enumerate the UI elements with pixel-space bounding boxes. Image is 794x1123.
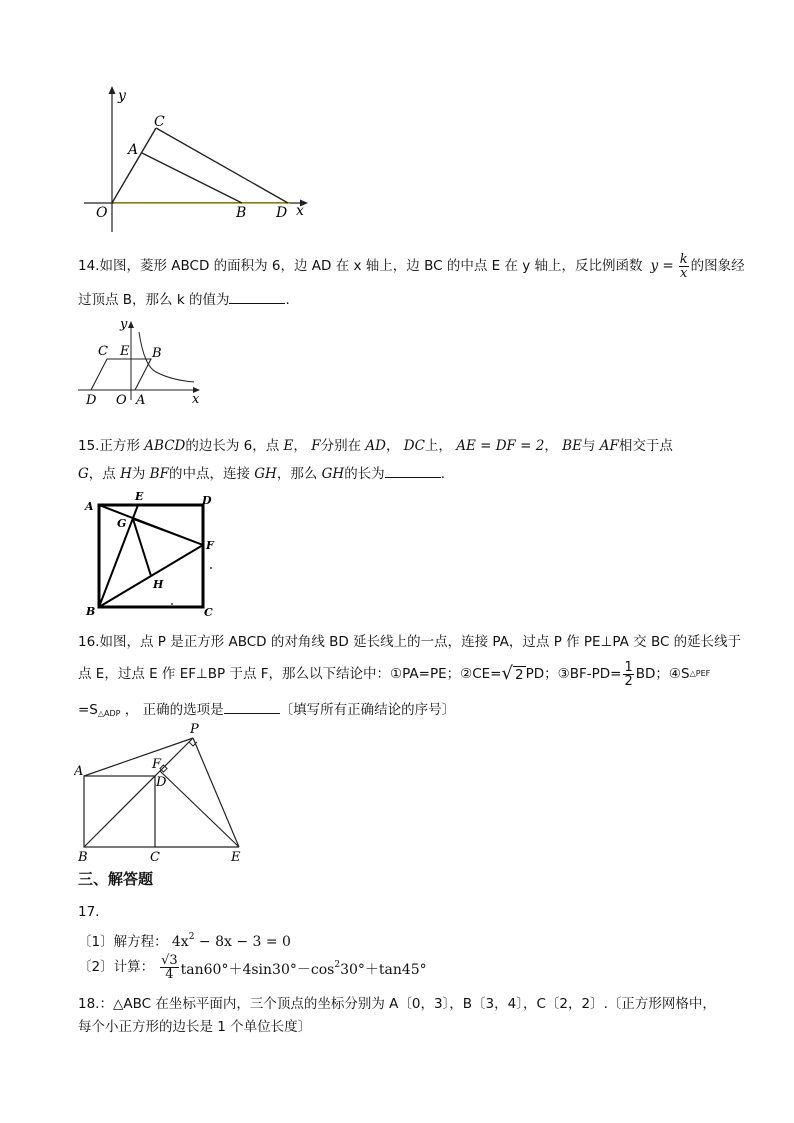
q14-fraction-den: x <box>680 265 688 281</box>
sqrt-sign-icon: √ <box>501 663 513 684</box>
label-B: B <box>236 205 247 221</box>
q15-af: AF <box>599 438 619 454</box>
q14-fraction <box>679 253 689 280</box>
q16-text-2b: PD；③BF-PD= <box>525 666 622 682</box>
q15-t12: . <box>440 466 445 482</box>
label-P: P <box>190 722 199 737</box>
label-O: O <box>96 205 108 221</box>
q14-text-b: 的图象经 <box>690 258 745 274</box>
label-B: B <box>152 346 162 361</box>
q16-fraction-den: 2 <box>624 673 633 689</box>
q15-line2 <box>78 463 445 483</box>
label-D: D <box>202 494 212 507</box>
label-C: C <box>98 344 108 359</box>
q15-bf: BF <box>149 466 169 482</box>
q16-fraction-num: 1 <box>624 659 633 675</box>
q15-t5: 与 <box>581 438 596 454</box>
q15-t8: 为 <box>131 466 146 482</box>
label-A: A <box>136 393 146 408</box>
label-B: B <box>86 605 96 618</box>
q16-text-3b: ， 正确的选项是 <box>124 702 224 718</box>
q16-line2 <box>78 660 710 688</box>
q16-line1 <box>78 633 741 651</box>
q15-t1: 15.正方形 <box>78 438 140 454</box>
label-A: A <box>74 764 84 779</box>
q14-fraction-num: k <box>679 251 688 267</box>
q17-eq-a: 4x <box>171 934 189 950</box>
label-D: D <box>156 775 167 790</box>
q17-fraction <box>160 954 179 981</box>
label-C: C <box>154 114 165 130</box>
q15-t7: ，点 <box>88 466 116 482</box>
q14-fn-lhs: y = <box>650 258 674 274</box>
q15-e: E <box>283 438 294 454</box>
label-E: E <box>135 490 144 503</box>
q14-line2 <box>78 289 290 309</box>
q15-c1: ， <box>293 438 307 454</box>
segment-GH <box>133 519 151 576</box>
segment-CD <box>156 128 288 203</box>
figure-q16 <box>74 720 254 866</box>
segment-OC <box>112 128 156 203</box>
q16-text-3c: 〔填写所有正确结论的序号〕 <box>279 702 456 718</box>
q15-t11: 的长为 <box>344 466 385 482</box>
q15-t10: ，那么 <box>276 466 318 482</box>
q17-expr-a: tan60°＋4sin30°－cos <box>180 961 335 978</box>
q16-sub-pef: △PEF <box>689 669 711 678</box>
segment-EF <box>160 771 239 847</box>
q17-number: 17. <box>78 904 100 920</box>
q16-text-2a: 点 E，过点 E 作 EF⊥BP 于点 F，那么以下结论中：①PA=PE；②CE= <box>78 666 502 682</box>
q18-line2: 每个小正方形的边长是 1 个单位长度〕 <box>78 1019 312 1035</box>
q15-abcd: ABCD <box>144 438 186 454</box>
dot-mark-2 <box>171 603 173 605</box>
q16-sqrt <box>502 665 526 683</box>
q16-answer-blank[interactable] <box>224 699 280 714</box>
label-E: E <box>231 850 241 865</box>
q14-text-c: 过顶点 B，那么 k 的值为 <box>78 292 230 308</box>
q16-fraction <box>623 661 633 688</box>
q17-fraction-den: 4 <box>165 966 174 982</box>
q15-t9: 的中点，连接 <box>168 466 250 482</box>
q15-h: H <box>120 466 132 482</box>
q18-line1: 18.：△ABC 在坐标平面内，三个顶点的坐标分别为 A〔0，3〕，B〔3，4〕，C〔2，2〕.〔正方形网格中， <box>78 996 716 1012</box>
q16-text-3a: =S <box>78 702 98 718</box>
q15-gh: GH <box>254 466 277 482</box>
figure-q14 <box>76 314 210 410</box>
label-E: E <box>120 344 130 359</box>
q15-answer-blank[interactable] <box>385 463 441 478</box>
label-O: O <box>116 393 127 408</box>
q15-t4: 上， <box>424 438 452 454</box>
label-C: C <box>204 606 213 619</box>
label-F: F <box>152 757 162 772</box>
q15-line1 <box>78 437 673 455</box>
q15-t3: 分别在 <box>320 438 362 454</box>
q15-ad: AD <box>365 438 386 454</box>
q15-c2: ， <box>385 438 400 454</box>
q16-sub-adp: △ADP <box>97 709 121 718</box>
label-A: A <box>85 500 94 513</box>
segment-PE <box>193 738 239 847</box>
label-D: D <box>276 205 288 221</box>
q14-answer-blank[interactable] <box>229 289 285 304</box>
label-F: F <box>206 539 214 552</box>
segment-BP <box>84 738 193 847</box>
q15-be: BE <box>562 438 582 454</box>
q17-part1 <box>78 928 291 951</box>
segment-AP <box>84 738 193 776</box>
q17-part2-expr <box>181 956 427 979</box>
q14-line1 <box>78 253 745 279</box>
rhombus-ABCD <box>91 359 151 390</box>
q17-expr-b: 30°＋tan45° <box>340 961 427 978</box>
segment-AB <box>142 153 242 203</box>
q15-eq: AE = DF = 2 <box>456 438 545 454</box>
label-C: C <box>150 850 160 865</box>
label-B: B <box>78 850 88 865</box>
figure-q15 <box>82 488 222 620</box>
q14-text-a: 14.如图，菱形 ABCD 的面积为 6，边 AD 在 x 轴上，边 BC 的中点 E 在 y 轴上，反比例函数 <box>78 258 643 274</box>
hyperbola-curve <box>139 332 194 382</box>
q17-part2-label: 〔2〕计算： <box>78 959 155 975</box>
label-y: y <box>120 317 128 332</box>
q15-gh2: GH <box>321 466 345 482</box>
q15-f: F <box>311 438 321 454</box>
label-x: x <box>192 392 200 407</box>
section-heading: 三、解答题 <box>78 870 154 888</box>
label-y: y <box>118 88 126 104</box>
label-A: A <box>128 142 139 158</box>
q17-eq-sup: 2 <box>188 932 195 942</box>
label-x: x <box>296 203 304 219</box>
figure-q13 <box>78 84 310 236</box>
q15-t6: 相交于点 <box>618 438 673 454</box>
q14-text-d: . <box>285 292 290 308</box>
q16-sqrt-arg: 2 <box>514 667 524 683</box>
q17-expr-sup: 2 <box>334 959 341 970</box>
q15-c3: ， <box>544 438 558 454</box>
y-axis-arrow <box>128 321 134 328</box>
label-D: D <box>86 393 97 408</box>
square-ABCD <box>99 505 203 607</box>
segment-GF <box>133 519 203 545</box>
q16-text-1: 16.如图，点 P 是正方形 ABCD 的对角线 BD 延长线上的一点，连接 PA，过点 P 作 PE⊥PA 交 BC 的延长线于 <box>78 634 742 650</box>
q17-part1-eq <box>172 934 291 950</box>
label-H: H <box>153 578 164 591</box>
label-G: G <box>117 517 127 530</box>
q17-part1-label: 〔1〕解方程： <box>78 934 168 950</box>
q15-g: G <box>78 466 89 482</box>
dot-mark <box>210 567 212 569</box>
q17-fraction-num: √3 <box>161 952 178 968</box>
q16-text-2c: BD；④S <box>635 666 690 682</box>
q17-eq-b: − 8x − 3 = 0 <box>194 934 291 950</box>
q15-t2: 的边长为 6，点 <box>185 438 280 454</box>
q17-part2 <box>78 950 427 984</box>
q15-dc: DC <box>403 438 425 454</box>
y-axis-arrow <box>109 86 116 94</box>
